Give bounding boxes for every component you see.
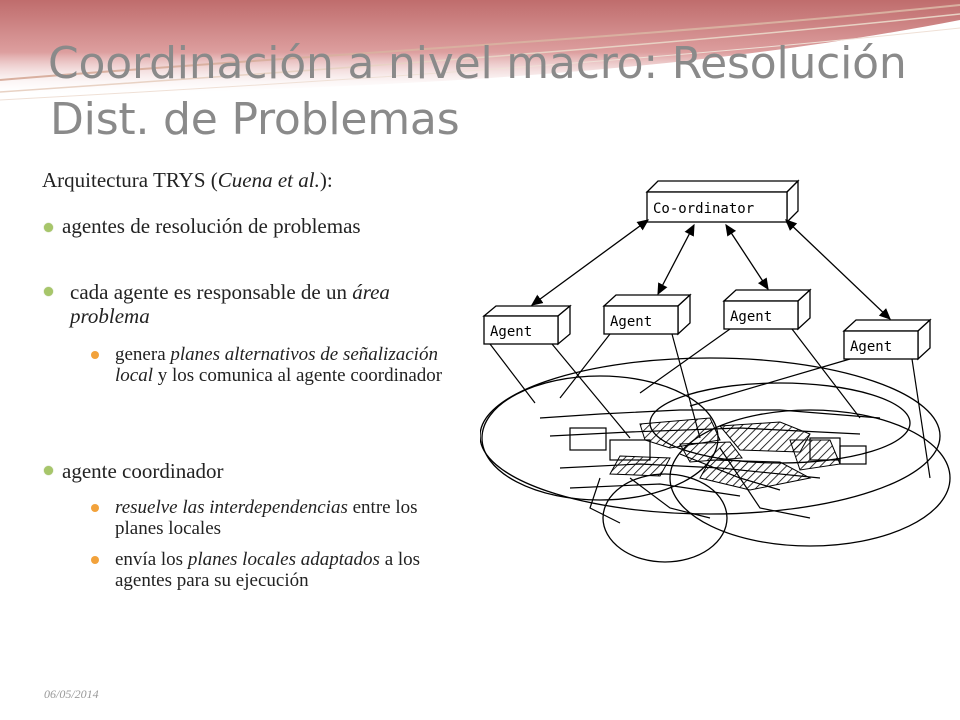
bullet-resolution-agents	[62, 214, 442, 238]
agent-label: Agent	[730, 309, 773, 325]
bullet-emphasis: área problema	[70, 280, 390, 328]
arrow-agent-2	[658, 225, 694, 294]
sub-bullet-dot	[91, 504, 99, 512]
sub-bullet-emphasis: planes locales adaptados	[187, 549, 380, 570]
bullet-dot	[44, 466, 53, 475]
sub-bullet-text-end: y los comunica al agente coordinador	[153, 365, 443, 386]
bullet-coordinator-agent	[62, 459, 442, 483]
title-line-2: Dist. de Problemas	[50, 94, 460, 145]
sub-bullet-dot	[91, 351, 99, 359]
agent-box-2	[604, 295, 690, 334]
subtitle-authors: Cuena et al.	[217, 168, 320, 192]
bullet-text: cada agente es responsable de un	[70, 280, 353, 304]
sub-bullet-text-end: entre los planes locales	[115, 497, 418, 539]
arrow-agent-1	[532, 220, 648, 305]
agent-label: Agent	[610, 314, 653, 330]
bullet-text: agente coordinador	[62, 459, 224, 483]
coordination-arrows	[532, 220, 890, 319]
sub-bullet-emphasis: planes alternativos de señalización local	[115, 344, 438, 386]
slide-title	[48, 36, 928, 148]
subtitle-prefix: Arquitectura TRYS (	[42, 168, 218, 192]
bullet-dot	[44, 223, 53, 232]
sub-bullet-text: genera	[115, 344, 171, 365]
agent-label: Agent	[490, 324, 533, 340]
sub-bullet-interdependencies	[115, 497, 465, 539]
agent-box-1	[484, 306, 570, 344]
agent-box-4	[844, 320, 930, 359]
title-line-1: Coordinación a nivel macro: Resolución	[48, 38, 907, 89]
coordinator-box	[647, 181, 798, 222]
bullet-text: agentes de resolución de problemas	[62, 214, 361, 238]
sub-bullet-emphasis: resuelve las interdependencias	[115, 497, 348, 518]
hatched-districts	[610, 418, 840, 490]
slide-date: 06/05/2014	[44, 687, 99, 701]
sub-bullet-dot	[91, 556, 99, 564]
sub-bullet-adapted-plans	[115, 549, 475, 591]
agent-label: Agent	[850, 339, 893, 355]
subtitle	[42, 168, 333, 193]
arrow-agent-3	[726, 225, 768, 289]
trys-architecture-diagram	[480, 178, 960, 578]
agent-box-3	[724, 290, 810, 329]
sub-bullet-local-plans	[115, 344, 455, 386]
subtitle-suffix: ):	[319, 168, 333, 192]
bullet-dot	[44, 287, 53, 296]
bullet-agent-responsibility	[70, 280, 450, 328]
sub-bullet-text-end: a los agentes para su ejecución	[115, 549, 421, 591]
coordinator-label: Co-ordinator	[653, 201, 755, 217]
sub-bullet-text: envía los	[115, 549, 188, 570]
